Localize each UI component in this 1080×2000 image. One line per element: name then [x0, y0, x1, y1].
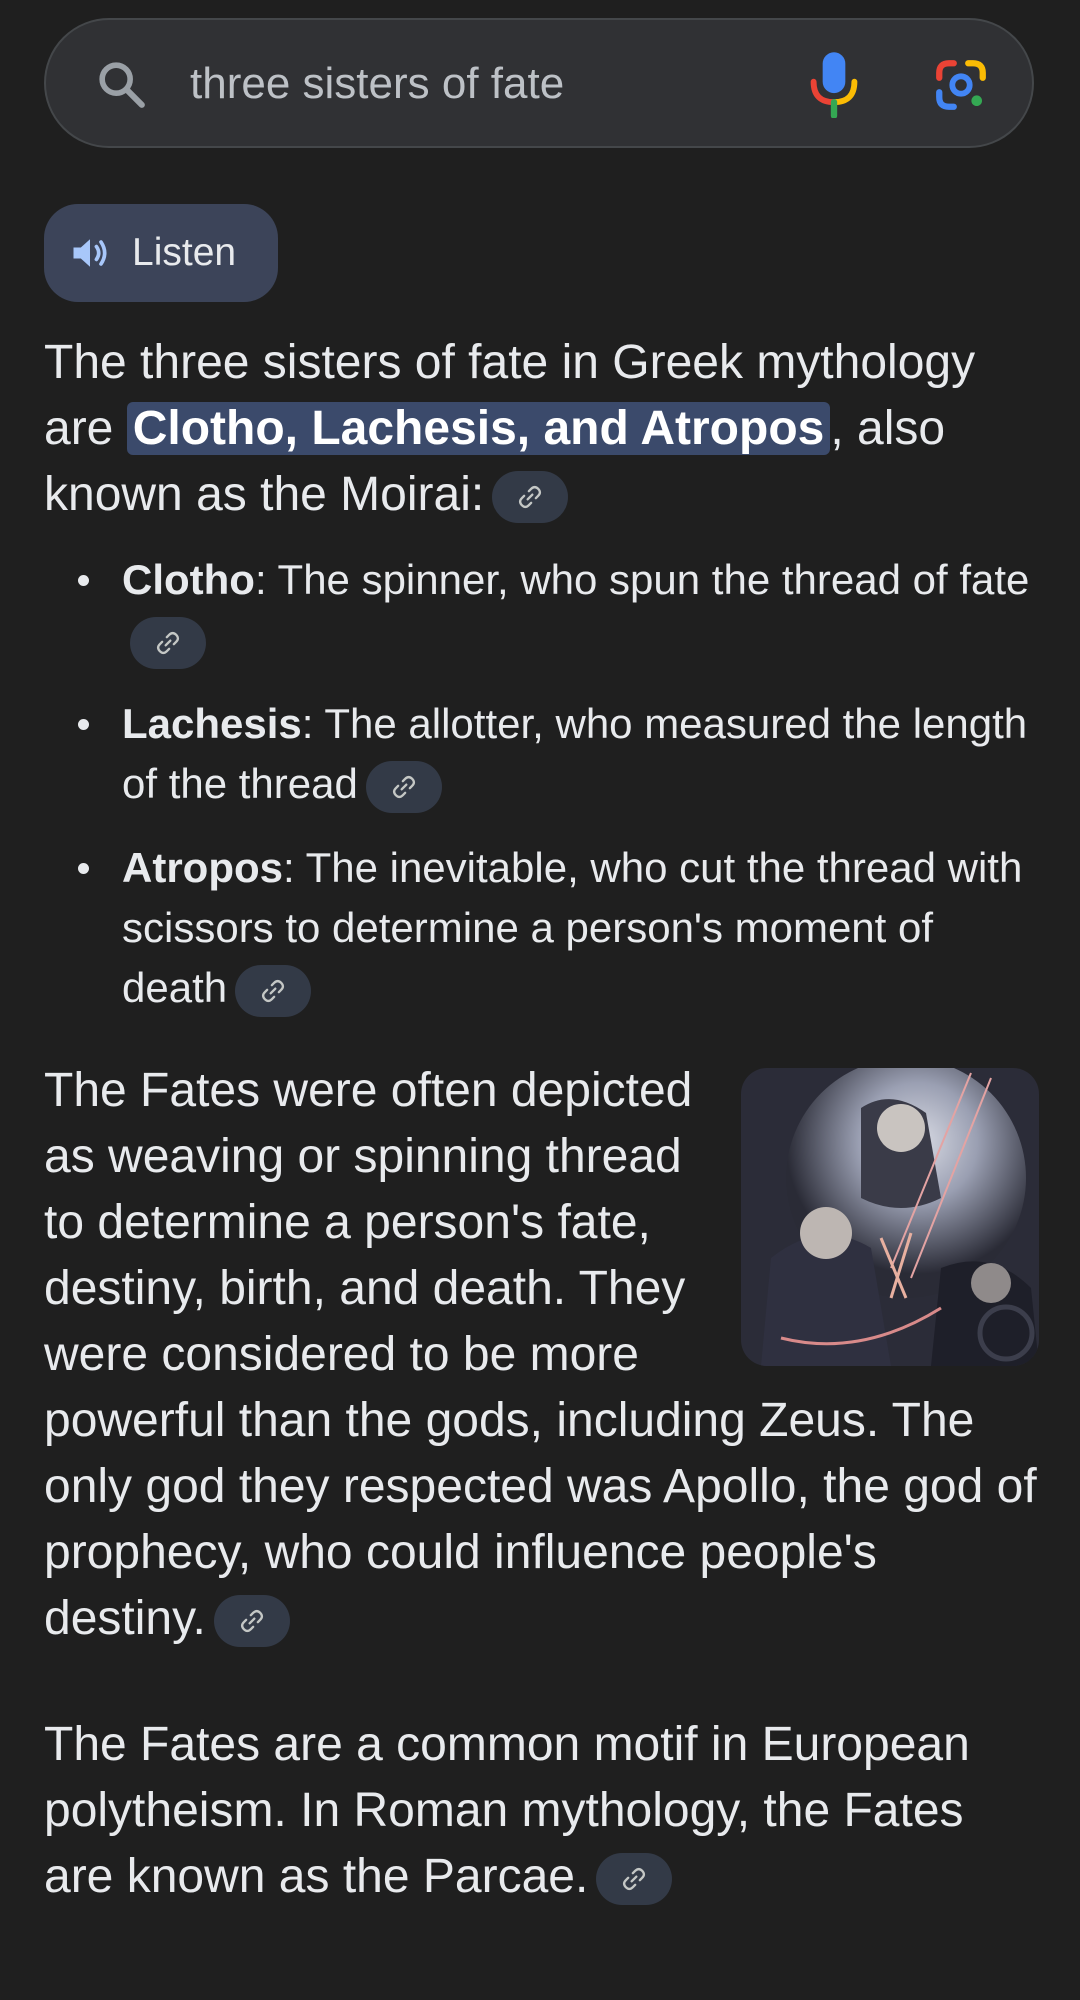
list-item-term: Clotho: [122, 556, 255, 603]
source-link-chip[interactable]: [214, 1595, 290, 1647]
list-item-desc: : The inevitable, who cut the thread with scissors to determine a person's moment of death: [122, 844, 1023, 1011]
list-item-desc: : The spinner, who spun the thread of fate: [254, 556, 1030, 603]
intro-text: The three sisters of fate in Greek mythology are: [44, 336, 976, 455]
link-icon: [154, 629, 182, 657]
link-icon: [620, 1865, 648, 1893]
search-header: [0, 0, 1080, 170]
list-item-desc: : The allotter, who measured the length of the thread: [122, 700, 1028, 807]
source-link-chip[interactable]: [130, 617, 206, 669]
ai-overview: [44, 330, 1039, 1910]
source-link-chip[interactable]: [492, 471, 568, 523]
link-icon: [259, 977, 287, 1005]
list-item-term: Lachesis: [122, 700, 302, 747]
source-link-chip[interactable]: [596, 1853, 672, 1905]
link-icon: [516, 483, 544, 511]
parcae-paragraph-text: The Fates are a common motif in European polytheism. In Roman mythology, the Fates are known as the Parcae.: [44, 1718, 970, 1903]
parcae-paragraph: [44, 1712, 1039, 1910]
list-item: [122, 694, 1039, 814]
listen-button[interactable]: [44, 204, 278, 302]
link-icon: [238, 1607, 266, 1635]
list-item: [122, 838, 1039, 1018]
search-bar[interactable]: [44, 18, 1034, 148]
google-lens-icon[interactable]: [932, 56, 990, 114]
intro-text-end: , also known as the Moirai:: [44, 402, 946, 521]
source-link-chip[interactable]: [366, 761, 442, 813]
search-icon[interactable]: [94, 57, 150, 113]
fates-description: [44, 1058, 1039, 1652]
mic-icon[interactable]: [806, 50, 862, 118]
search-input[interactable]: three sisters of fate: [190, 59, 565, 108]
fates-artwork: [741, 1068, 1039, 1366]
list-item-term: Atropos: [122, 844, 283, 891]
fates-paragraph-text: The Fates were often depicted as weaving or spinning thread to determine a person's fate, destiny, birth, and death. They were considered to be more powerful than the gods, including Zeus. The only god they respected was Apollo, the god of prophecy, who could influence people's destiny.: [44, 1064, 1037, 1645]
speaker-icon: [68, 231, 112, 275]
moirai-list: [44, 550, 1039, 1018]
link-icon: [390, 773, 418, 801]
overview-intro: [44, 330, 1039, 528]
listen-label: Listen: [132, 231, 237, 274]
source-link-chip[interactable]: [235, 965, 311, 1017]
highlighted-answer: Clotho, Lachesis, and Atropos: [127, 402, 831, 455]
fates-thumbnail-image[interactable]: [741, 1068, 1039, 1366]
list-item: [122, 550, 1039, 670]
